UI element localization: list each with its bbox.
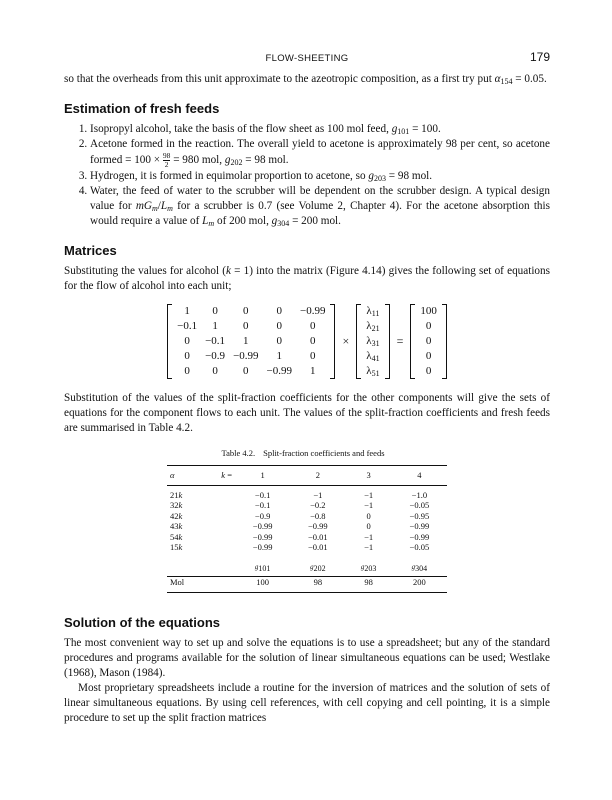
lambda-cell: $\lambda_{31}$: [366, 335, 380, 348]
matrix-cell: 0: [309, 335, 316, 347]
matrix-cell: −0.1: [177, 320, 198, 332]
row-label: 43k: [170, 521, 183, 531]
matrix-cell: −0.1: [205, 335, 226, 347]
page-header: [64, 50, 550, 66]
table-row: [167, 500, 447, 511]
solution-paragraph-2: Most proprietary spreadsheets include a routine for the inversion of matrices and the solution of sets of linear simultaneous equations. By using cell references, with cell copying and cell pointing, it is a simple procedure to set up the split fraction matrices: [64, 681, 550, 724]
table-row: [167, 542, 447, 553]
table-cell: −0.99: [409, 521, 430, 531]
list-item: 4. Water, the feed of water to the scrubber will be dependent on the scrubber design. A typical design value for $mG_m/L_m$ for a scrubber is 0.7 (see Volume 2, Chapter 4). For the acetone absorption this would require a value of $L_m$ of 200 mol, $g_{304} = 200$ mol.: [90, 184, 550, 229]
lambda-cell: $\lambda_{11}$: [366, 305, 380, 318]
table-cell: −0.01: [308, 531, 328, 542]
matrix-cell: 1: [309, 365, 316, 377]
table-cell: 0: [366, 510, 371, 521]
matrix-cell: 0: [184, 350, 190, 362]
matrix-cell: 0: [309, 320, 316, 332]
matrix-cell: −0.99: [266, 365, 292, 377]
row-label: 42k: [170, 510, 183, 521]
header-k: k =: [203, 466, 235, 486]
matrix-row: [173, 364, 329, 379]
matrix-row: [173, 304, 329, 319]
table-cell: 98: [345, 577, 391, 593]
table-cell: −1: [313, 489, 323, 500]
row-label: 21k: [170, 489, 183, 500]
table-cell: −0.01: [308, 542, 328, 552]
table-row: [167, 485, 447, 500]
times-operator: ×: [342, 334, 350, 348]
table-cell: −0.99: [252, 521, 273, 531]
table-row: [167, 577, 447, 593]
table-caption: [64, 446, 550, 461]
matrix-cell: 0: [212, 305, 218, 317]
column-header: 3: [345, 466, 391, 486]
row-label: 54k: [170, 531, 183, 542]
table-cell: −1: [364, 489, 374, 500]
table-cell: −0.1: [254, 500, 271, 510]
header-alpha: α: [167, 466, 203, 486]
rhs-vector: [410, 304, 447, 379]
table-cell: −1.0: [411, 489, 428, 500]
matrix-cell: 0: [276, 335, 283, 347]
table-cell: −0.9: [254, 510, 271, 521]
fraction: $\frac{98}{2}$: [162, 151, 171, 169]
matrix-cell: 0: [243, 365, 249, 377]
matrix-row: [173, 334, 329, 349]
rhs-cell: 0: [425, 350, 432, 362]
matrix-cell: 0: [212, 365, 218, 377]
matrix-cell: 0: [184, 365, 190, 377]
column-header: 4: [392, 466, 447, 486]
coefficient-matrix: [167, 304, 335, 379]
table-cell: −0.95: [409, 510, 430, 521]
matrices-paragraph: Substituting the values for alcohol (k = 1) into the matrix (Figure 4.14) gives the following set of equations for the flow of alcohol into each unit;: [64, 265, 550, 292]
rhs-cell: 100: [420, 305, 437, 317]
page-number: 179: [529, 50, 550, 64]
table-cell: −1: [364, 531, 374, 542]
matrix-cell: −0.99: [233, 350, 259, 362]
matrix-cell: −0.99: [300, 305, 326, 317]
list-item: 3. Hydrogen, it is formed in equimolar proportion to acetone, so $g_{203} = 98$ mol.: [90, 169, 550, 184]
matrices-followup-paragraph: Substitution of the values of the split-fraction coefficients for the other components will give the sets of equations for the component flows to each unit. The values of the split-fraction coefficients and fresh feeds are summarised in Table 4.2.: [64, 392, 550, 434]
table-row: [167, 532, 447, 543]
table-cell: −0.05: [409, 542, 430, 552]
table-cell: 100: [235, 577, 290, 593]
matrix-cell: 0: [276, 305, 283, 317]
rhs-cell: 0: [425, 365, 432, 377]
table-cell: −0.1: [254, 489, 271, 500]
matrix-cell: 1: [212, 320, 218, 332]
list-item: 2. Acetone formed in the reaction. The overall yield to acetone is approximately 98 per cent, so acetone formed = 100 × $\frac{98}{2}$ = 980 mol, $g_{202} = 98$ mol.: [90, 137, 550, 169]
column-header: 2: [290, 466, 345, 486]
split-fraction-table: [167, 465, 447, 593]
row-label: 32k: [170, 500, 183, 510]
intro-paragraph: so that the overheads from this unit approximate to the azeotropic composition, as a first try put $\alpha_{154} = 0.05$.: [64, 73, 547, 86]
matrix-cell: −0.9: [205, 350, 226, 362]
lambda-cell: $\lambda_{21}$: [366, 320, 380, 333]
rhs-cell: 0: [425, 320, 432, 332]
matrix-cell: 0: [184, 335, 190, 347]
matrix-cell: 0: [309, 350, 316, 362]
equals-operator: =: [396, 334, 404, 348]
mol-label: Mol: [167, 577, 203, 593]
table-cell: 98: [290, 577, 345, 593]
table-caption-label: Table 4.2.: [221, 448, 256, 458]
table-cell: −0.99: [252, 542, 273, 552]
lambda-cell: $\lambda_{41}$: [366, 350, 380, 363]
matrix-cell: 0: [243, 320, 249, 332]
table-cell: −0.8: [310, 510, 326, 521]
running-title: FLOW-SHEETING: [265, 53, 349, 64]
table-row: [167, 521, 447, 532]
matrix-equation: [64, 304, 550, 379]
matrix-cell: 0: [243, 305, 249, 317]
table-cell: −0.05: [409, 500, 430, 510]
lambda-vector: [356, 304, 389, 379]
rhs-cell: 0: [425, 335, 432, 347]
column-header: 1: [235, 466, 290, 486]
table-caption-title: Split-fraction coefficients and feeds: [263, 448, 385, 458]
section-heading-solution: Solution of the equations: [64, 614, 220, 630]
table-cell: −0.99: [308, 521, 328, 531]
matrix-row: [173, 319, 329, 334]
section-heading-fresh-feeds: Estimation of fresh feeds: [64, 101, 220, 116]
table-cell: 200: [392, 577, 447, 593]
lambda-cell: $\lambda_{51}$: [366, 365, 380, 378]
fresh-feeds-list: [64, 122, 550, 229]
table-cell: 0: [366, 521, 371, 531]
row-label: 15k: [170, 542, 183, 552]
table-cell: −0.99: [252, 531, 273, 542]
table-cell: −1: [364, 500, 374, 510]
matrix-row: [173, 349, 329, 364]
matrix-cell: 0: [276, 320, 283, 332]
table-row: [167, 511, 447, 522]
section-heading-matrices: Matrices: [64, 243, 117, 258]
matrix-cell: 1: [243, 335, 249, 347]
table-cell: −1: [364, 542, 374, 552]
table-cell: −0.99: [409, 531, 430, 542]
table-row: $g_{101}$ $g_{202}$ $g_{203}$ $g_{304}$: [167, 553, 447, 577]
matrix-cell: 1: [276, 350, 283, 362]
page-body: [64, 72, 550, 726]
table-cell: −0.2: [310, 500, 326, 510]
solution-paragraph-1: The most convenient way to set up and solve the equations is to use a spreadsheet; but any of the standard procedures and programs available for the solution of linear simultaneous equations can be used; Westlake (1968), Mason (1984).: [64, 636, 550, 679]
list-item: 1. Isopropyl alcohol, take the basis of the flow sheet as 100 mol feed, $g_{101} = 100$.: [90, 122, 550, 137]
matrix-cell: 1: [184, 305, 190, 317]
